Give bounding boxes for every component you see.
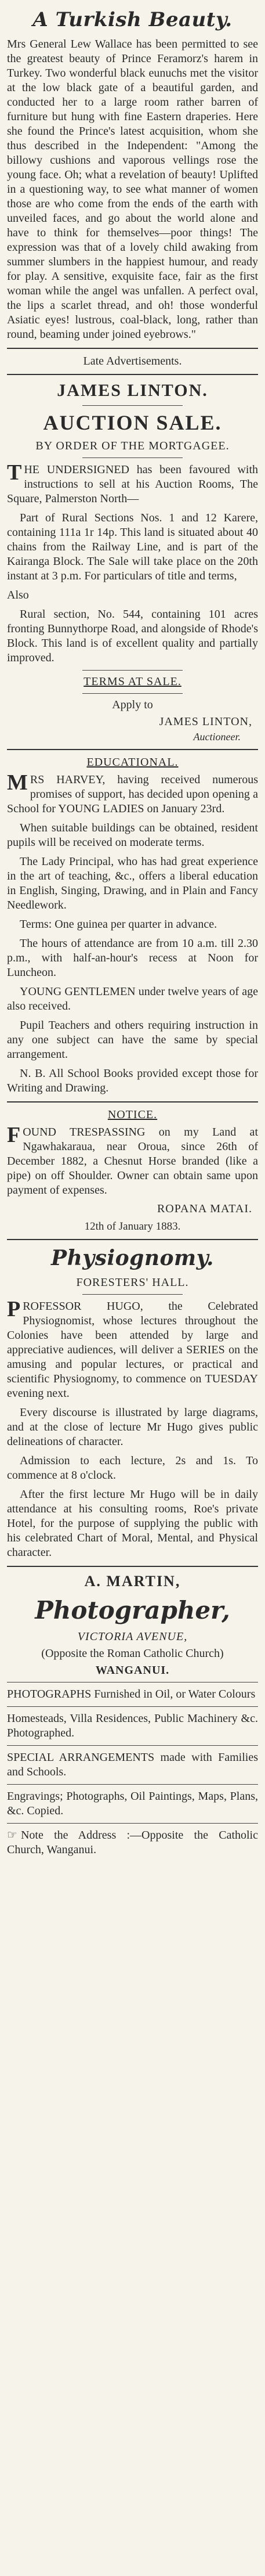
- notice-heading: NOTICE.: [107, 1108, 158, 1121]
- short-rule: [82, 670, 183, 671]
- educational-paragraph: The hours of attendance are from 10 a.m. till 2.30 p.m., with half-an-hour's recess at Noon for Luncheon.: [7, 937, 258, 979]
- educational-paragraph: YOUNG GENTLEMEN under twelve years of age also received.: [7, 985, 258, 1013]
- physiognomy-paragraph: Every discourse is illustrated by large diagrams, and at the close of lecture Mr Hugo gives public delineations of character.: [7, 1406, 258, 1448]
- photographer-paragraph: SPECIAL ARRANGEMENTS made with Families and Schools.: [7, 1751, 258, 1778]
- auctioneer-name: JAMES LINTON.: [57, 381, 208, 400]
- article-title: A Turkish Beauty.: [32, 8, 233, 31]
- auctioneer-signature: JAMES LINTON,: [159, 715, 252, 728]
- by-order-line: BY ORDER OF THE MORTGAGEE.: [35, 439, 230, 452]
- terms-heading: TERMS AT SALE.: [84, 675, 181, 688]
- note-address: [7, 1828, 258, 1857]
- column-rule: [7, 348, 258, 349]
- photographer-paragraph: Engravings; Photographs, Oil Paintings, Maps, Plans, &c. Copied.: [7, 1790, 258, 1817]
- venue-heading: FORESTERS' HALL.: [76, 1276, 189, 1289]
- notice-ad: [7, 1108, 258, 1233]
- late-advertisements-heading: Late Advertisements.: [83, 355, 182, 368]
- physiognomy-paragraph: Admission to each lecture, 2s and 1s. To commence at 8 o'clock.: [7, 1454, 258, 1482]
- auctioneer-role: Auctioneer.: [193, 731, 241, 743]
- notice-signature: ROPANA MATAI.: [157, 1202, 252, 1215]
- educational-paragraph: Terms: One guinea per quarter in advance.: [20, 918, 217, 931]
- notice-paragraph: FOUND TRESPASSING on my Land at Ngawhakaraua, near Oroua, since 26th of December 1882, a Chesnut Horse branded (like a pipe) on off Shoulder. Owner can obtain same upon payment of expenses.: [7, 1123, 258, 1197]
- educational-heading: EDUCATIONAL.: [86, 756, 179, 769]
- martin-photographer-ad: [7, 1573, 258, 1857]
- photographer-paragraph: PHOTOGRAPHS Furnished in Oil, or Water Colours: [7, 1688, 256, 1700]
- thin-rule: [7, 1745, 258, 1746]
- street-line: VICTORIA AVENUE,: [77, 1630, 188, 1643]
- educational-paragraph: Pupil Teachers and others requiring instruction in any one subject can have the same by special arrangement.: [7, 1019, 258, 1061]
- auction-paragraph: Rural section, No. 544, containing 101 acres fronting Bunnythorpe Road, and alongside of Rhode's Block. This land is of excellent quality and partially improved.: [7, 608, 258, 664]
- photographer-title: Photographer,: [35, 1596, 230, 1624]
- thin-rule: [7, 1706, 258, 1707]
- column-rule: [7, 1101, 258, 1103]
- auction-sale-heading: AUCTION SALE.: [43, 411, 222, 434]
- photographer-name: A. MARTIN,: [84, 1573, 181, 1590]
- physiognomy-title: Physiognomy.: [51, 1246, 214, 1270]
- educational-paragraph: The Lady Principal, who has had great experience in the art of teaching, &c., offers a liberal education in English, Singing, Drawing, and in Plain and Fancy Needlework.: [7, 855, 258, 911]
- educational-ad: [7, 756, 258, 1096]
- column-rule: [7, 374, 258, 375]
- educational-paragraph: When suitable buildings can be obtained, resident pupils will be received on moderate terms.: [7, 822, 258, 849]
- educational-paragraph: N. B. All School Books provided except those for Writing and Drawing.: [7, 1067, 258, 1094]
- town-line: WANGANUI.: [95, 1664, 170, 1677]
- short-rule: [82, 1294, 183, 1295]
- column-rule: [7, 1566, 258, 1567]
- turkish-beauty-article: [7, 8, 258, 342]
- notice-date: 12th of January 1883.: [84, 1220, 181, 1233]
- educational-paragraph: MRS HARVEY, having received numerous promises of support, has decided upon opening a School for YOUNG LADIES on January 23rd.: [7, 770, 258, 815]
- photographer-paragraph: Homesteads, Villa Residences, Public Machinery &c. Photographed.: [7, 1712, 258, 1739]
- thin-rule: [7, 1823, 258, 1824]
- physiognomy-paragraph: After the first lecture Mr Hugo will be in daily attendance at his consulting rooms, Roe's private Hotel, for the purpose of supplying the public with his celebrated Chart of Moral, Mental, and Physical character.: [7, 1488, 258, 1559]
- short-rule: [82, 693, 183, 694]
- short-rule: [82, 405, 183, 406]
- opposite-line: (Opposite the Roman Catholic Church): [41, 1647, 224, 1660]
- auction-paragraph: Part of Rural Sections Nos. 1 and 12 Karere, containing 111a 1r 14p. This land is situated about 40 chains from the Railway Line, and is part of the Kairanga Block. The Sale will take place on the 20th instant at 3 p.m. For particulars of title and terms,: [7, 511, 258, 582]
- physiognomy-ad: [7, 1246, 258, 1560]
- column-rule: [7, 749, 258, 750]
- short-rule: [82, 457, 183, 458]
- physiognomy-paragraph: PROFESSOR HUGO, the Celebrated Physiognomist, whose lectures throughout the Colonies have been attended by large and appreciative audiences, will deliver a SERIES on the amusing and popular lectures, or practical and scientific Physiognomy, to commence on TUESDAY evening next.: [7, 1297, 258, 1400]
- pointing-hand-icon: ☞: [7, 1829, 17, 1842]
- apply-line: Apply to: [112, 698, 153, 711]
- thin-rule: [7, 1784, 258, 1785]
- article-paragraph: Mrs General Lew Wallace has been permitted to see the greatest beauty of Prince Feramorz's harem in Turkey. Two wonderful black eunuchs met the visitor at the low black gate of a beautiful garden, and conducted her to a large room rather barren of furniture but hung with fine Eastern draperies. Here she found the Prince's latest acquisition, whom she thus described in the Independent: "Among the billowy cushions and vaporous vellings rose the young face. Oh; what a revelation of beauty! Uplifted in a questioning way, to see what manner of women those are who come from the ends of the earth with unveiled faces, and go about the world alone and have to think for themselves—poor things! The expression was that of a lovely child awaking from summer slumbers in the happiest humour, and ready for play. A sensitive, exquisite face, fair as the first woman while the angel was unfallen. A perfect oval, the lips a scarlet thread, and oh! those wonderful Asiatic eyes! lustrous, coal-black, long, rather than round, beaming under joined eyebrows.": [7, 38, 258, 341]
- auction-paragraph: THE UNDERSIGNED has been favoured with instructions to sell at his Auction Rooms, The Square, Palmerston North—: [7, 460, 258, 505]
- auction-paragraph: Also: [7, 589, 29, 601]
- column-rule: [7, 1239, 258, 1240]
- note-address-text: Note the Address :—Opposite the Catholic Church, Wanganui.: [7, 1829, 258, 1856]
- linton-auction-ad: [7, 381, 258, 743]
